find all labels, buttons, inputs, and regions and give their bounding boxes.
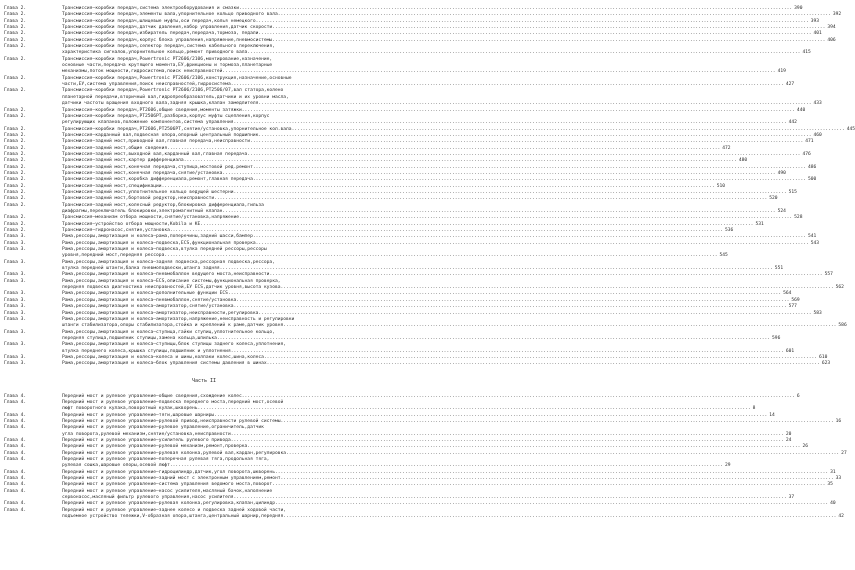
chapter-title-line: Передний мост и рулевое управление–рулевой механизм,ремонт,проверка........................................................................................................................................................................................................ — [62, 444, 801, 450]
chapter-title-line: Трансмиссия–коробки передач,PT2606,PT2506PT,снятие/установка,упорнительное кол.вала........................................................................................................................................................................................................ — [62, 126, 845, 132]
leader-dots: ........................................................................................................................................................................................................ — [230, 431, 784, 437]
chapter-number: Глава 3. — [4, 354, 27, 360]
chapter-title-line: Трансмиссия–задний мост,бортовой редуктор,неисправности........................................................................................................................................................................................................ — [62, 196, 768, 202]
page-number: 583 — [813, 310, 822, 316]
leader-dots: ........................................................................................................................................................................................................ — [222, 170, 776, 176]
page-number: 510 — [716, 183, 726, 189]
chapter-title — [62, 425, 784, 438]
chapter-title-line: рулевая сошка,шаровые опоры,осевой люфт........................................................................................................................................................................................................ — [62, 463, 724, 469]
toc-entry[interactable] — [4, 399, 756, 413]
chapter-number: Глава 3. — [4, 247, 27, 253]
chapter-number: Глава 3. — [4, 278, 27, 284]
page-number: 24 — [785, 438, 792, 443]
chapter-title-line: Рама,рессоры,амортизация и колеса–амортизатор,неисправности,регулировка........................................................................................................................................................................................................ — [62, 310, 812, 316]
chapter-title — [62, 361, 820, 367]
chapter-title-line: люфт поворотного кулака,поворотный кулак,шкворень........................................................................................................................................................................................................ — [62, 406, 751, 412]
chapter-number: Глава 3. — [4, 240, 27, 246]
chapter-title-line: угла поворота,рулевой механизм,снятие/установка,неисправности........................................................................................................................................................................................................ — [62, 431, 784, 437]
chapter-number: Глава 2. — [4, 37, 27, 43]
chapter-title-line: Трансмиссия–коробки передач,шлицевые муфты,оси передач,колья немецкого........................................................................................................................................................................................................ — [62, 18, 809, 24]
page-number: 14 — [769, 412, 775, 418]
leader-dots: ........................................................................................................................................................................................................ — [250, 139, 804, 145]
page-number: 586 — [838, 323, 847, 329]
leader-dots: ........................................................................................................................................................................................................ — [269, 272, 823, 278]
chapter-title-line: датчики частоты вращения входного вала,задняя крышка,клапан замедлителя........................................................................................................................................................................................................ — [62, 101, 812, 107]
chapter-title-line: Передний мост и рулевое управление–гидроцилиндр,датчик,угол поворота,шкворень........................................................................................................................................................................................................ — [62, 469, 829, 475]
chapter-number: Глава 3. — [4, 304, 27, 310]
chapter-number: Глава 2. — [4, 113, 27, 119]
leader-dots: ........................................................................................................................................................................................................ — [233, 495, 787, 501]
chapter-title-line: Трансмиссия–задний мост,коробка дифференциала,ремонт,главная передача........................................................................................................................................................................................................ — [62, 177, 806, 183]
chapter-title-line: планетарной передачи,вторичный вал,гидропреобразователь,датчики и их уровни масла, — [62, 94, 289, 100]
page-number: 515 — [788, 189, 797, 195]
chapter-title-line: Передний мост и рулевое управление–рулевой привод,неисправности рулевой системы........................................................................................................................................................................................................ — [62, 418, 834, 424]
chapter-number: Глава 2. — [4, 75, 27, 81]
chapter-number: Глава 2. — [4, 25, 27, 31]
toc-entry[interactable] — [4, 75, 795, 89]
toc-entry[interactable] — [4, 259, 784, 273]
chapter-number: Глава 2. — [4, 158, 27, 164]
chapter-number: Глава 4. — [4, 488, 27, 494]
leader-dots: ........................................................................................................................................................................................................ — [236, 297, 790, 303]
chapter-number: Глава 2. — [4, 215, 27, 221]
page-number: 442 — [788, 120, 797, 126]
chapter-title-line: Трансмиссия–коробки передач,корпус блока управления,напряжение,пневмосистемы........................................................................................................................................................................................................ — [62, 37, 826, 43]
chapter-title-line: Трансмиссия–карданный вал,подвесная опора,опорный центральный подшипник........................................................................................................................................................................................................ — [62, 132, 812, 138]
chapter-title-line: Рама,рессоры,амортизация и колеса–ECS,описание системы,функциональная проверка, — [62, 278, 281, 284]
page-number: 393 — [810, 18, 820, 24]
chapter-title-line: механизмы,поток мощности,гидросистема,поиск неисправностей........................................................................................................................................................................................................ — [62, 69, 776, 75]
chapter-title-line: сервонасос,масляный фильтр рулевого управления,насос усилителя........................................................................................................................................................................................................ — [62, 495, 787, 501]
page-number: 471 — [805, 139, 814, 145]
leader-dots: ........................................................................................................................................................................................................ — [161, 183, 715, 189]
chapter-number: Глава 4. — [4, 425, 27, 431]
page-number: 33 — [835, 476, 842, 482]
page-number: 524 — [777, 209, 786, 214]
chapter-title-line: Трансмиссия–коробки передач,система электрооборудования и смазки........................................................................................................................................................................................................ — [62, 6, 793, 11]
leader-dots: ........................................................................................................................................................................................................ — [266, 361, 820, 367]
chapter-title-line: Трансмиссия–задний мост,приводной вал,главная передача,неисправности........................................................................................................................................................................................................ — [62, 139, 804, 145]
chapter-number: Глава 2. — [4, 189, 27, 195]
chapter-number: Глава 2. — [4, 132, 27, 138]
chapter-title — [62, 203, 776, 216]
page-number: 543 — [810, 240, 820, 246]
chapter-number: Глава 2. — [4, 31, 27, 37]
chapter-number: Глава 2. — [4, 6, 27, 11]
leader-dots: ........................................................................................................................................................................................................ — [272, 482, 826, 488]
page-number: 472 — [722, 145, 731, 151]
page-number: 419 — [777, 69, 786, 75]
chapter-title-line: Передний мост и рулевое управление–усилитель рулевого привода........................................................................................................................................................................................................ — [62, 438, 784, 443]
page-number: 29 — [725, 463, 731, 469]
leader-dots: ........................................................................................................................................................................................................ — [219, 266, 773, 272]
chapter-number: Глава 2. — [4, 126, 27, 132]
chapter-number: Глава 2. — [4, 12, 27, 18]
chapter-title-line: Рама,рессоры,амортизация и колеса–ступица,гайки ступиц,уплотнительное кольцо, — [62, 329, 275, 335]
page-number: 500 — [807, 177, 817, 183]
leader-dots: ........................................................................................................................................................................................................ — [283, 514, 837, 520]
chapter-title-line: Передний мост и рулевое управление–подвеска переднего моста,передний мост,осевой — [62, 399, 284, 405]
toc-entry[interactable] — [4, 488, 795, 502]
page-number: 490 — [777, 170, 786, 176]
chapter-title-line: Рама,рессоры,амортизация и колеса–рама,поперечины,задний шасси,бампер........................................................................................................................................................................................................ — [62, 234, 806, 240]
chapter-title — [62, 57, 776, 76]
chapter-number: Глава 2. — [4, 202, 27, 208]
leader-dots: ........................................................................................................................................................................................................ — [247, 444, 801, 450]
chapter-title — [62, 76, 784, 89]
leader-dots: ........................................................................................................................................................................................................ — [230, 348, 784, 354]
chapter-number: Глава 4. — [4, 476, 27, 482]
chapter-number: Глава 2. — [4, 44, 27, 50]
chapter-title-line: Рама,рессоры,амортизация и колеса–амортизатор,напряжение,неисправность и регулировки — [62, 316, 295, 322]
chapter-number: Глава 3. — [4, 342, 27, 348]
chapter-number: Глава 3. — [4, 316, 27, 322]
chapter-number: Глава 4. — [4, 507, 27, 513]
chapter-number: Глава 4. — [4, 438, 27, 443]
leader-dots: ........................................................................................................................................................................................................ — [247, 50, 801, 56]
chapter-title-line: Рама,рессоры,амортизация и колеса–подвеска,ECS,функциональная проверка........................................................................................................................................................................................................ — [62, 240, 809, 246]
page-number: 520 — [769, 196, 778, 202]
chapter-title — [62, 400, 751, 413]
toc-entry[interactable] — [4, 329, 781, 343]
page-number: 415 — [802, 50, 811, 56]
chapter-title-line: Трансмиссия–задний мост,уплотнительное кольцо ведущей шестерни........................................................................................................................................................................................................ — [62, 189, 787, 195]
chapter-number: Глава 2. — [4, 145, 27, 151]
chapter-title-line: Передний мост и рулевое управление–поперечная рулевая тяга,продольная тяга, — [62, 457, 270, 463]
page-number: 601 — [785, 348, 795, 354]
chapter-title-line: основные части,передача крутящего момента,ЕУ,фрикционы и тормоза,планетарные — [62, 63, 273, 69]
chapter-title-line: штанги стабилизатора,опоры стабилизатора,стойка и креплений к раме,датчик уровня........................................................................................................................................................................................................ — [62, 323, 837, 329]
chapter-title — [62, 317, 836, 330]
toc-entry[interactable] — [4, 316, 847, 330]
chapter-number: Глава 2. — [4, 139, 27, 145]
chapter-title — [62, 260, 773, 273]
chapter-number: Глава 2. — [4, 164, 27, 170]
leader-dots: ........................................................................................................................................................................................................ — [272, 25, 826, 31]
chapter-number: Глава 3. — [4, 329, 27, 335]
chapter-title-line: Трансмиссия–гидронасос,снятие,установка........................................................................................................................................................................................................ — [62, 228, 724, 234]
page-number: 8 — [752, 406, 756, 412]
chapter-title-line: диафрагмы,переключатель блокировки,электромагнитный клапан........................................................................................................................................................................................................ — [62, 209, 776, 214]
leader-dots: ........................................................................................................................................................................................................ — [230, 438, 784, 443]
leader-dots: ........................................................................................................................................................................................................ — [252, 177, 806, 183]
chapter-title — [62, 279, 834, 292]
chapter-number: Глава 4. — [4, 444, 27, 450]
page-number: 610 — [819, 354, 828, 360]
chapter-title-line: Трансмиссия–коробки передач,избиратель передач,передача,тормоза, педали........................................................................................................................................................................................................ — [62, 31, 812, 37]
chapter-number: Глава 2. — [4, 18, 27, 24]
chapter-number: Глава 3. — [4, 272, 27, 278]
chapter-number: Глава 3. — [4, 234, 27, 240]
leader-dots: ........................................................................................................................................................................................................ — [233, 120, 787, 126]
chapter-title-line: Трансмиссия–коробки передач,PT2506PT,разборка,корпус муфты сцепления,корпус — [62, 113, 270, 119]
chapter-number: Глава 3. — [4, 259, 27, 265]
leader-dots: ........................................................................................................................................................................................................ — [286, 450, 840, 456]
leader-dots: ........................................................................................................................................................................................................ — [258, 310, 812, 316]
leader-dots: ........................................................................................................................................................................................................ — [258, 101, 812, 107]
toc-entry[interactable] — [4, 247, 728, 260]
chapter-title — [62, 114, 787, 127]
chapter-title-line: передняя ступица,подшипник ступицы,замена кольца,шпилька........................................................................................................................................................................................................ — [62, 335, 771, 341]
chapter-number: Глава 2. — [4, 56, 27, 62]
chapter-title — [62, 489, 787, 502]
chapter-number: Глава 4. — [4, 501, 27, 507]
chapter-number: Глава 3. — [4, 361, 27, 367]
toc-entry[interactable] — [4, 56, 786, 76]
chapter-title-line: регулирующих клапанов,положение компонентов,система управления........................................................................................................................................................................................................ — [62, 120, 787, 126]
leader-dots: ........................................................................................................................................................................................................ — [183, 158, 737, 164]
leader-dots: ........................................................................................................................................................................................................ — [255, 18, 809, 24]
chapter-number: Глава 4. — [4, 482, 27, 488]
chapter-title-line: Трансмиссия–коробки передач,PT2606,общие сведения,моменты затяжки........................................................................................................................................................................................................ — [62, 107, 795, 113]
page-number: 551 — [774, 266, 784, 272]
leader-dots: ........................................................................................................................................................................................................ — [263, 354, 818, 360]
chapter-title — [62, 330, 770, 343]
chapter-title-line: уровня,передний мост,передняя рессора........................................................................................................................................................................................................ — [62, 253, 718, 259]
chapter-title-line: Трансмиссия–задний мост,общие сведения........................................................................................................................................................................................................ — [62, 145, 721, 151]
leader-dots: ........................................................................................................................................................................................................ — [214, 196, 768, 202]
chapter-title-line: Трансмиссия–коробки передач,Powertronic PT2606/2106,PT2506/07,вал статора,колено — [62, 88, 284, 94]
chapter-number: Глава 3. — [4, 291, 27, 297]
page-number: 460 — [813, 132, 822, 138]
toc-entry[interactable] — [4, 507, 844, 521]
page-number: 623 — [821, 361, 831, 367]
leader-dots: ........................................................................................................................................................................................................ — [222, 209, 776, 214]
toc-part-1 — [4, 6, 855, 368]
chapter-title — [62, 88, 812, 107]
chapter-title-line: Рама,рессоры,амортизация и колеса–ступицы,блок ступицы заднего колеса,уплотнения, — [62, 342, 287, 348]
page-number: 16 — [835, 418, 842, 424]
leader-dots: ........................................................................................................................................................................................................ — [274, 501, 829, 507]
page-number: 401 — [813, 31, 822, 37]
page-number: 440 — [796, 107, 806, 113]
page-number: 390 — [794, 6, 803, 11]
page-number: 531 — [755, 221, 764, 227]
page-number: 31 — [830, 469, 836, 475]
chapter-title-line: втулка переднего колеса,крышка ступицы,подшипник и уплотнения........................................................................................................................................................................................................ — [62, 348, 784, 354]
chapter-number: Глава 4. — [4, 412, 27, 418]
leader-dots: ........................................................................................................................................................................................................ — [255, 240, 809, 246]
page-number: 6 — [796, 393, 800, 399]
chapter-number: Глава 2. — [4, 221, 27, 227]
toc-entry[interactable] — [4, 278, 844, 292]
toc-entry[interactable] — [4, 457, 731, 470]
chapter-title-line: Передний мост и рулевое управление–рулевое управление,ограничитель,датчик — [62, 425, 264, 431]
page-number: 392 — [832, 12, 842, 18]
page-number: 564 — [783, 291, 792, 297]
page-number: 577 — [788, 304, 797, 310]
page-number: 528 — [794, 215, 803, 221]
chapter-title-line: Передний мост и рулевое управление–общие сведения,схождение колес........................................................................................................................................................................................................ — [62, 393, 795, 399]
page-number: 562 — [835, 285, 844, 291]
chapter-title-line: Рама,рессоры,амортизация и колеса–блок управления системы давления в шинах........................................................................................................................................................................................................ — [62, 361, 820, 367]
leader-dots: ........................................................................................................................................................................................................ — [252, 234, 806, 240]
leader-dots: ........................................................................................................................................................................................................ — [227, 291, 782, 297]
page-number: 35 — [827, 482, 833, 488]
chapter-title-line: Передний мост и рулевое управление–система управления ведомого моста,поворот........................................................................................................................................................................................................ — [62, 482, 826, 488]
page-number: 42 — [838, 514, 844, 520]
chapter-number: Глава 4. — [4, 469, 27, 475]
leader-dots: ........................................................................................................................................................................................................ — [239, 6, 793, 11]
chapter-number: Глава 3. — [4, 297, 27, 303]
leader-dots: ........................................................................................................................................................................................................ — [258, 132, 812, 138]
chapter-number: Глава 2. — [4, 183, 27, 189]
page-number: 486 — [807, 164, 817, 170]
page-number: 406 — [827, 37, 836, 43]
page-number: 37 — [788, 495, 795, 501]
toc-entry[interactable] — [4, 361, 831, 367]
page-number: 394 — [827, 25, 836, 31]
chapter-number: Глава 3. — [4, 310, 27, 316]
chapter-title-line: Передний мост и рулевое управление–тяги,шаровые шарниры........................................................................................................................................................................................................ — [62, 412, 768, 418]
chapter-title-line: Передний мост и рулевое управление–рулевая колонка,рулевой вал,кардан,регулировка........................................................................................................................................................................................................ — [62, 450, 840, 456]
leader-dots: ........................................................................................................................................................................................................ — [283, 323, 837, 329]
page-number: 541 — [807, 234, 817, 240]
leader-dots: ........................................................................................................................................................................................................ — [169, 463, 724, 469]
page-number: 445 — [846, 126, 855, 132]
leader-dots: ........................................................................................................................................................................................................ — [233, 304, 787, 310]
chapter-number: Глава 2. — [4, 170, 27, 176]
leader-dots: ........................................................................................................................................................................................................ — [167, 145, 721, 151]
page-number: 569 — [791, 297, 800, 303]
chapter-title-line: передняя подвеска диагностика неисправностей,ЕУ ECS,датчик уровня,высота кузова........................................................................................................................................................................................................ — [62, 285, 834, 291]
leader-dots: ........................................................................................................................................................................................................ — [274, 469, 829, 475]
chapter-number: Глава 2. — [4, 228, 27, 234]
toc-entry[interactable] — [4, 88, 822, 107]
chapter-number: Глава 2. — [4, 88, 27, 94]
page-number: 433 — [813, 101, 822, 107]
chapter-title-line: втулка передней штанги,балка пневмоподвески,штанга задняя........................................................................................................................................................................................................ — [62, 266, 773, 272]
leader-dots: ........................................................................................................................................................................................................ — [230, 82, 784, 88]
toc-entry[interactable] — [4, 425, 792, 438]
chapter-number: Глава 2. — [4, 177, 27, 183]
chapter-title — [62, 44, 800, 57]
leader-dots: ........................................................................................................................................................................................................ — [291, 126, 845, 132]
toc-part-2 — [4, 393, 847, 521]
chapter-title-line: Передний мост и рулевое управление–задний мост с электронным управлением,ремонт........................................................................................................................................................................................................ — [62, 476, 834, 482]
leader-dots: ........................................................................................................................................................................................................ — [169, 228, 724, 234]
chapter-title-line: Рама,рессоры,амортизация и колеса–подвеска,втулка передней рессоры,рессоры — [62, 247, 267, 253]
page-number: 20 — [785, 431, 792, 437]
chapter-title-line: Трансмиссия–устройство отбора мощности,Kobila и КЕ........................................................................................................................................................................................................ — [62, 221, 754, 227]
leader-dots: ........................................................................................................................................................................................................ — [200, 221, 754, 227]
chapter-title-line: подъемное устройство тележки,V-образная опора,штанга,центральный шарнир,передняя........................................................................................................................................................................................................ — [62, 514, 837, 520]
leader-dots: ........................................................................................................................................................................................................ — [280, 476, 834, 482]
chapter-title — [62, 508, 836, 521]
leader-dots: ........................................................................................................................................................................................................ — [241, 393, 795, 399]
page-number: 427 — [785, 82, 795, 88]
chapter-title-line: Трансмиссия–коробки передач,селектор передач,система кабельного переключения, — [62, 44, 275, 50]
leader-dots: ........................................................................................................................................................................................................ — [272, 37, 826, 43]
chapter-number: Глава 2. — [4, 196, 27, 202]
leader-dots: ........................................................................................................................................................................................................ — [239, 215, 793, 221]
chapter-title-line: части,ЕУ,система управления,поиск неисправностей,гидросистема........................................................................................................................................................................................................ — [62, 82, 784, 88]
chapter-title-line: Трансмиссия–задний мост,конечная передача,снятие/установка........................................................................................................................................................................................................ — [62, 170, 776, 176]
chapter-number: Глава 4. — [4, 418, 27, 424]
chapter-title — [62, 342, 784, 355]
chapter-title-line: Рама,рессоры,амортизация и колеса–амортизатор,снятие/установка........................................................................................................................................................................................................ — [62, 304, 787, 310]
page-number: 26 — [802, 444, 808, 450]
leader-dots: ........................................................................................................................................................................................................ — [280, 285, 834, 291]
chapter-title-line: Рама,рессоры,амортизация и колеса–задняя подвеска,рессорная подвеска,рессора, — [62, 259, 275, 265]
chapter-title-line: Трансмиссия–коробки передач,Powertronic PT2606/2106,монтирование,назначение, — [62, 56, 273, 62]
leader-dots: ........................................................................................................................................................................................................ — [241, 107, 795, 113]
chapter-title-line: Трансмиссия–коробки передач,датчик давления,набор управления,датчик скорости........................................................................................................................................................................................................ — [62, 25, 826, 31]
chapter-title-line: Передний мост и рулевое управление–заднее колесо и подвеска задней ходовой части, — [62, 507, 287, 513]
chapter-title-line: Трансмиссия–коробки передач,элементы вала,упорнительное кольцо приводного вала........................................................................................................................................................................................................ — [62, 12, 831, 18]
part-2-title: Часть II — [191, 377, 217, 384]
leader-dots: ........................................................................................................................................................................................................ — [222, 69, 776, 75]
chapter-title-line: Рама,рессоры,амортизация и колеса–пневмобаллон ведущего моста,неисправности........................................................................................................................................................................................................ — [62, 272, 823, 278]
leader-dots: ........................................................................................................................................................................................................ — [214, 412, 768, 418]
page-number: 480 — [738, 158, 748, 164]
chapter-title-line: Трансмиссия–задний мост,картер дифференциала........................................................................................................................................................................................................ — [62, 158, 737, 164]
leader-dots: ........................................................................................................................................................................................................ — [233, 189, 787, 195]
page-number: 536 — [725, 228, 734, 234]
chapter-title-line: Передний мост и рулевое управление–рулевая колонка,регулировка,клапан,цилиндр........................................................................................................................................................................................................ — [62, 501, 829, 507]
page-number: 545 — [719, 253, 728, 259]
chapter-title — [62, 457, 723, 470]
chapter-title-line: Передний мост и рулевое управление–насос усилителя,масляный бачок,наполнение — [62, 488, 273, 494]
chapter-number: Глава 2. — [4, 107, 27, 113]
leader-dots: ........................................................................................................................................................................................................ — [280, 418, 834, 424]
chapter-title-line: Рама,рессоры,амортизация и колеса–дополнительные функции ECS........................................................................................................................................................................................................ — [62, 291, 782, 297]
chapter-title — [62, 247, 717, 260]
leader-dots: ........................................................................................................................................................................................................ — [247, 151, 801, 157]
leader-dots: ........................................................................................................................................................................................................ — [216, 335, 771, 341]
leader-dots: ........................................................................................................................................................................................................ — [164, 253, 718, 259]
page-number: 596 — [772, 335, 781, 341]
chapter-title-line: Трансмиссия–задний мост,колесный редуктор,блокировка дифференциала,гильза — [62, 202, 264, 208]
toc-entry[interactable] — [4, 113, 797, 127]
chapter-title-line: характеристика сигналов,упорнительное кольцо,ремонт приводного вала........................................................................................................................................................................................................ — [62, 50, 801, 56]
chapter-title-line: Рама,рессоры,амортизация и колеса–колеса и шины,колпаки колес,шина,колеса........................................................................................................................................................................................................ — [62, 354, 818, 360]
toc-entry[interactable] — [4, 342, 795, 355]
chapter-title-line: Трансмиссия–задний мост,конечная передача,ступица,мостовой ред.ремонт........................................................................................................................................................................................................ — [62, 164, 806, 170]
leader-dots: ........................................................................................................................................................................................................ — [258, 31, 812, 37]
page-number: 557 — [824, 272, 833, 278]
chapter-title-line: Трансмиссия–задний мост,выходной вал,карданный вал,главная передача........................................................................................................................................................................................................ — [62, 151, 801, 157]
page-number: 476 — [802, 151, 811, 157]
chapter-number: Глава 4. — [4, 399, 27, 405]
chapter-title-line: Трансмиссия–задний мост,спецификации........................................................................................................................................................................................................ — [62, 183, 715, 189]
page-number: 40 — [830, 501, 836, 507]
chapter-number: Глава 2. — [4, 151, 27, 157]
chapter-number: Глава 4. — [4, 457, 27, 463]
chapter-title-line: Трансмиссия–коробки передач,Powertronic PT2606/2106,конструкция,назначение,основные — [62, 75, 292, 81]
chapter-number: Глава 4. — [4, 450, 27, 456]
chapter-number: Глава 4. — [4, 393, 27, 399]
toc-entry[interactable] — [4, 202, 786, 216]
toc-entry[interactable] — [4, 44, 811, 57]
chapter-title-line: Трансмиссия–механизм отбора мощности,снятие/установка,напряжение........................................................................................................................................................................................................ — [62, 215, 793, 221]
leader-dots: ........................................................................................................................................................................................................ — [277, 12, 831, 18]
page-number: 27 — [841, 450, 847, 456]
chapter-title-line: Рама,рессоры,амортизация и колеса–пневмобаллон,снятие/установка........................................................................................................................................................................................................ — [62, 297, 790, 303]
leader-dots: ........................................................................................................................................................................................................ — [197, 406, 751, 412]
leader-dots: ........................................................................................................................................................................................................ — [252, 164, 806, 170]
